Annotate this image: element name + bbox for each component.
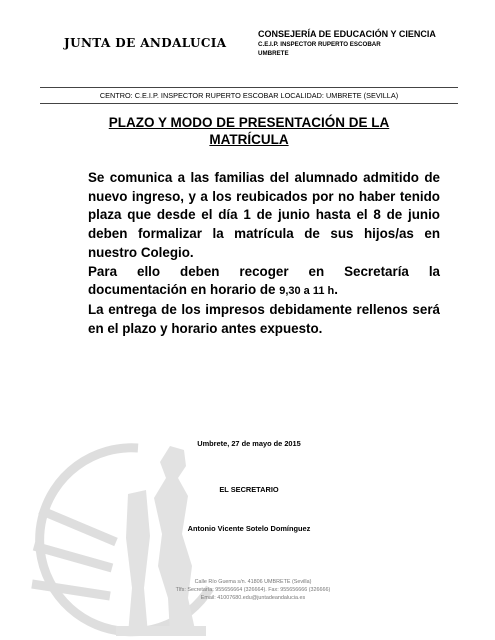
- department-block: [258, 29, 436, 58]
- signatory-role: EL SECRETARIO: [219, 485, 279, 494]
- footer-address: Calle Río Guema s/n. 41806 UMBRETE (Sevilla): [194, 579, 312, 585]
- paragraph-2-text: Para ello deben recoger en Secretaría la documentación en horario de: [88, 263, 440, 298]
- paragraph-2: [88, 263, 440, 301]
- department-name: CONSEJERÍA DE EDUCACIÓN Y CIENCIA: [258, 29, 436, 39]
- footer-contact: [138, 578, 368, 602]
- paragraph-2-end: .: [334, 282, 338, 298]
- town-name: UMBRETE: [258, 50, 289, 57]
- footer-phones: Tlfs: Secretaría: 955656664 (326664). Fax: 955656666 (326666): [175, 587, 331, 593]
- title-line-1: PLAZO Y MODO DE PRESENTACIÓN DE LA: [108, 115, 390, 130]
- organization-logotype: JUNTA DE ANDALUCIA: [64, 36, 227, 50]
- document-title: [50, 114, 448, 148]
- notice-body: [88, 169, 440, 338]
- emblem-column: [126, 490, 150, 634]
- centro-top-rule: [40, 87, 458, 88]
- signatory-name: Antonio Vicente Sotelo Domínguez: [187, 524, 311, 533]
- signature-date: Umbrete, 27 de mayo de 2015: [197, 439, 301, 448]
- school-name: C.E.I.P. INSPECTOR RUPERTO ESCOBAR: [258, 41, 381, 48]
- title-line-2: MATRÍCULA: [209, 132, 289, 147]
- emblem-figure: [154, 446, 196, 634]
- centro-line: CENTRO: C.E.I.P. INSPECTOR RUPERTO ESCOBAR LOCALIDAD: UMBRETE (SEVILLA): [99, 91, 399, 100]
- office-hours: 9,30 a 11 h: [279, 285, 335, 298]
- footer-email: Email: 41007680.edu@juntadeandalucia.es: [200, 595, 306, 601]
- paragraph-3: La entrega de los impresos debidamente rellenos será en el plazo y horario antes expuesto.: [88, 301, 440, 336]
- watermark-emblem: [20, 438, 220, 640]
- paragraph-1: Se comunica a las familias del alumnado admitido de nuevo ingreso, y a los reubicados por no haber tenido plaza que desde el día 1 de junio hasta el 8 de junio deben formalizar la matrícula de sus hijos/as en nuestro Colegio.: [88, 170, 440, 260]
- centro-bottom-rule: [40, 103, 458, 104]
